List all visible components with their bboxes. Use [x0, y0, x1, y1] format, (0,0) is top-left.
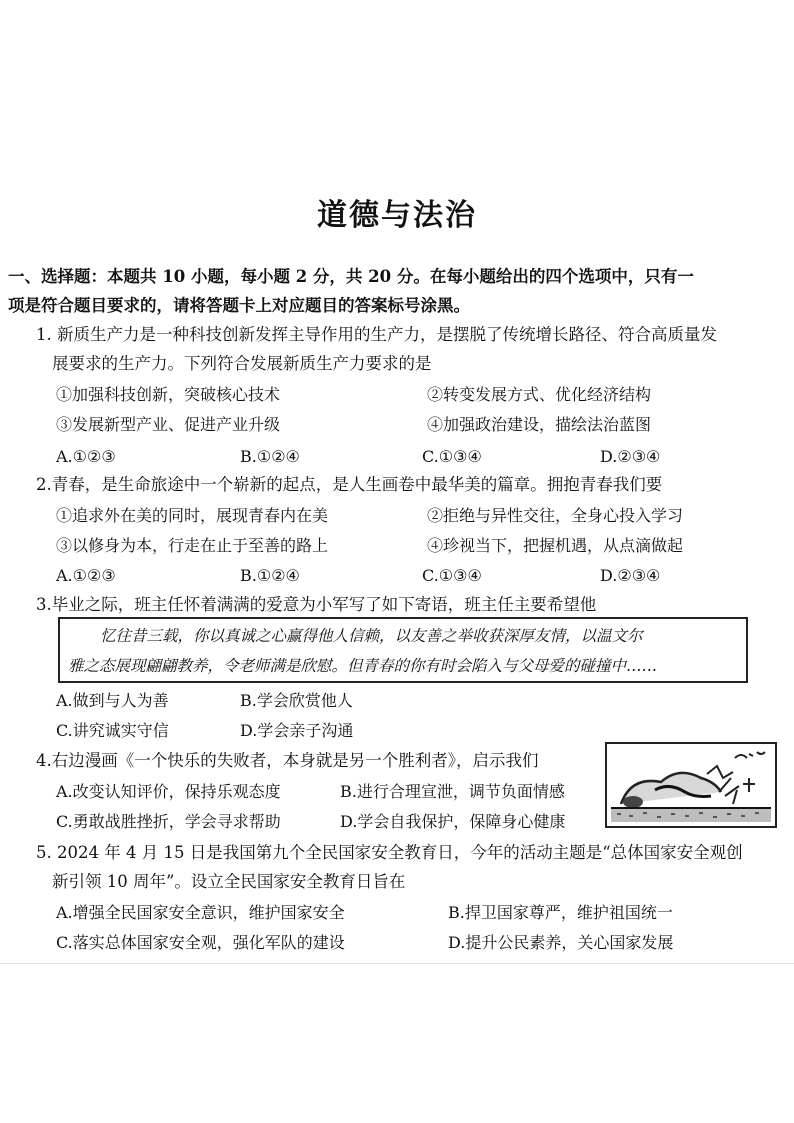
q2-choice-3: ③以修身为本，行走在止于至善的路上	[56, 536, 329, 555]
q3-quote-line1: 忆往昔三载，你以真诚之心赢得他人信赖，以友善之举收获深厚友情，以温文尔	[100, 627, 643, 645]
q5-stem-line1: 5. 2024 年 4 月 15 日是我国第九个全民国家安全教育日，今年的活动主题是“总体国家安全观创	[36, 843, 743, 862]
q2-option-c: C.①③④	[422, 566, 482, 585]
q2-stem: 2.青春，是生命旅途中一个崭新的起点，是人生画卷中最华美的篇章。拥抱青春我们要	[36, 475, 663, 494]
q3-quote-line2: 雅之态展现翩翩教养，令老师满是欣慰。但青春的你有时会陷入与父母爱的碰撞中……	[68, 657, 658, 675]
q1-choice-4: ④加强政治建设，描绘法治蓝图	[427, 415, 652, 434]
q2-choice-4: ④珍视当下，把握机遇，从点滴做起	[427, 536, 684, 555]
q5-stem-line2: 新引领 10 周年”。设立全民国家安全教育日旨在	[52, 872, 406, 891]
q5-option-a: A.增强全民国家安全意识，维护国家安全	[56, 903, 345, 922]
q1-choice-1: ①加强科技创新，突破核心技术	[56, 385, 281, 404]
page-divider	[0, 963, 794, 964]
q3-option-d: D.学会亲子沟通	[240, 721, 354, 740]
q3-option-b: B.学会欣赏他人	[240, 691, 353, 710]
q1-stem-line2: 展要求的生产力。下列符合发展新质生产力要求的是	[52, 354, 432, 373]
q5-option-c: C.落实总体国家安全观，强化军队的建设	[56, 933, 345, 952]
page-title: 道德与法治	[317, 198, 477, 233]
q1-option-d: D.②③④	[600, 447, 661, 466]
q2-option-a: A.①②③	[56, 566, 116, 585]
q4-option-c: C.勇敢战胜挫折，学会寻求帮助	[56, 812, 281, 831]
q4-option-d: D.学会自我保护，保障身心健康	[340, 812, 566, 831]
q3-stem: 3.毕业之际，班主任怀着满满的爱意为小军写了如下寄语，班主任主要希望他	[36, 595, 597, 614]
q2-choice-2: ②拒绝与异性交往，全身心投入学习	[427, 506, 684, 525]
q1-option-c: C.①③④	[422, 447, 482, 466]
section-instruction-line2: 项是符合题目要求的，请将答题卡上对应题目的答案标号涂黑。	[8, 296, 470, 315]
q4-option-b: B.进行合理宣泄，调节负面情感	[340, 782, 565, 801]
q2-choice-1: ①追求外在美的同时，展现青春内在美	[56, 506, 329, 525]
q2-option-d: D.②③④	[600, 566, 661, 585]
q3-option-c: C.讲究诚实守信	[56, 721, 169, 740]
q5-option-d: D.提升公民素养，关心国家发展	[448, 933, 674, 952]
q3-option-a: A.做到与人为善	[56, 691, 169, 710]
q1-choice-3: ③发展新型产业、促进产业升级	[56, 415, 281, 434]
q3-quote-box	[58, 617, 748, 683]
q1-stem-line1: 1. 新质生产力是一种科技创新发挥主导作用的生产力，是摆脱了传统增长路径、符合高质量发	[36, 325, 717, 344]
q4-cartoon-image	[605, 742, 777, 828]
q1-option-a: A.①②③	[56, 447, 116, 466]
q2-option-b: B.①②④	[240, 566, 300, 585]
q4-stem: 4.右边漫画《一个快乐的失败者，本身就是另一个胜利者》，启示我们	[36, 751, 539, 770]
q1-choice-2: ②转变发展方式、优化经济结构	[427, 385, 652, 404]
q4-option-a: A.改变认知评价，保持乐观态度	[56, 782, 281, 801]
section-instruction-line1: 一、选择题：本题共 10 小题，每小题 2 分，共 20 分。在每小题给出的四个选项中，只有一	[8, 267, 694, 286]
q1-option-b: B.①②④	[240, 447, 300, 466]
cartoon-illustration-icon	[607, 744, 775, 826]
q5-option-b: B.捍卫国家尊严，维护祖国统一	[448, 903, 673, 922]
